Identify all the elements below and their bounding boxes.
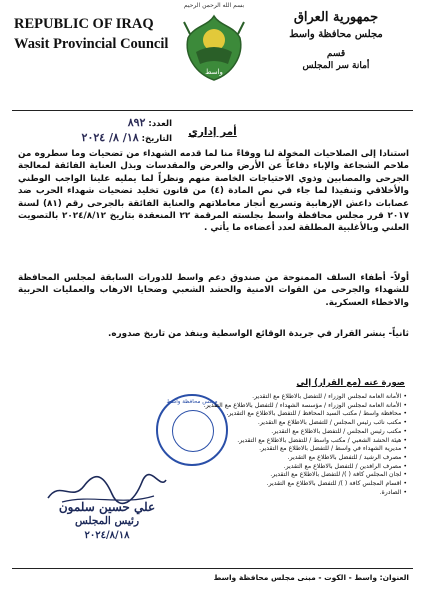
country-name-ar: جمهورية العراق xyxy=(293,10,379,25)
footer-address: العنوان: واسط - الكوت - مبنى مجلس محافظة واسط xyxy=(213,573,409,582)
header-divider xyxy=(12,110,413,111)
cc-item: • لجان المجلس كافة ( )/ للتفضل بالاطلاع مع التقدير. xyxy=(207,471,407,480)
signatory-name: علي حسين سلمون xyxy=(58,500,156,514)
number-value: ٨٩٢ xyxy=(127,116,146,129)
signatory-title: رئيس المجلس xyxy=(74,515,140,527)
cc-list xyxy=(203,393,407,497)
department-label: قسم xyxy=(326,49,346,59)
date-label: التاريخ: xyxy=(141,134,172,144)
decision-item-1: أولاً- أطفاء السلف الممنوحة من صندوق دعم واسط للدورات السابقة لمجلس المحافظة للشهداء والجرحى من القوات الامنية والحشد الشعبي وضحايا الارهاب والعمليات الحربية والاخطاء العسكرية. xyxy=(18,273,409,308)
header-english xyxy=(14,14,168,54)
cc-item: • مصرف الرافدين / للتفضل بالاطلاع مع التقدير. xyxy=(207,463,407,472)
date-value: ١٨/ ٨/ ٢٠٢٤ xyxy=(81,131,139,144)
logo-text: واسط xyxy=(205,68,223,76)
office-name: أمانة سر المجلس xyxy=(302,61,370,71)
council-logo xyxy=(180,12,248,84)
cc-item: • الأمانة العامة لمجلس الوزراء / مؤسسة الشهداء / للتفضل بالاطلاع مع التقدير. xyxy=(207,402,407,411)
cc-item: • الصادرة. xyxy=(207,489,407,498)
cc-item: • الأمانة العامة لمجلس الوزراء / للتفضل بالاطلاع مع التقدير. xyxy=(207,393,407,402)
decision-item-2: ثانياً- ينشر القرار في جريدة الوقائع الواسطية وينفذ من تاريخ صدوره. xyxy=(108,329,409,339)
cc-item: • هيئة الحشد الشعبي / مكتب واسط / للتفضل بالاطلاع مع التقدير. xyxy=(207,437,407,446)
council-name-ar: مجلس محافظة واسط xyxy=(289,29,383,40)
signatory-block xyxy=(42,500,172,528)
cc-item: • محافظة واسط / مكتب السيد المحافظ / للتفضل بالاطلاع مع التقدير. xyxy=(207,410,407,419)
cc-item: • مكتب نائب رئيس المجلس / للتفضل بالاطلاع مع التقدير. xyxy=(207,419,407,428)
stamp-text: مجلس محافظة واسط xyxy=(166,399,218,405)
document-title: أمر إداري xyxy=(188,126,237,138)
cc-item: • مديرية الشهداء في واسط / للتفضل بالاطلاع مع التقدير. xyxy=(207,445,407,454)
country-name-en: REPUBLIC OF IRAQ xyxy=(14,16,154,32)
council-name-en: Wasit Provincial Council xyxy=(14,36,169,52)
header-arabic xyxy=(261,8,411,72)
basmala: بسم الله الرحمن الرحيم xyxy=(183,2,245,9)
preamble-paragraph: استنادا إلى الصلاحيات المخولة لنا ووفاءً منا لما قدمه الشهداء من تضحيات وما سطروه من ملاحم الشجاعة والإباء دفاعاً عن الأرض والعرض والمقدسات وبذل العناية الفائقة لمعالجة الجرحى والمصابين وذوي الاحتياجات الخاصة منهم ونظراً لما يمليه علينا الواجب الوطني والأخلاقي وتنفيذا لما جاء في نص المادة (٤) من قانون تخليد تضحيات شهداء الحرب ضد عصابات داعش الإرهابية وتسريع أنجاز معاملاتهم والعناية الفائقة بالجرحى رقم (٨١) لسنة ٢٠١٧ قرر مجلس محافظة واسط بجلسته المرقمة ٢٢ المنعقدة بتاريخ ٢٠٢٤/٨/١٢ بالتصويت العلني وبالأغلبية المطلقة لعدد أعضاءه ما يأتي . xyxy=(18,149,409,234)
cc-item: • مصرف الرشيد / للتفضل بالاطلاع مع التقدير. xyxy=(207,454,407,463)
number-label: العدد: xyxy=(148,119,172,129)
cc-item: • مكتب رئيس المجلس / للتفضل بالاطلاع مع التقدير. xyxy=(207,428,407,437)
signature-date: ٢٠٢٤/٨/١٨ xyxy=(84,530,130,541)
cc-item: • اقسام المجلس كافة ( )/ للتفضل بالاطلاع مع التقدير. xyxy=(207,480,407,489)
cc-title: صورة عنه (مع القرار) إلى xyxy=(296,378,405,388)
footer-divider xyxy=(12,568,413,569)
